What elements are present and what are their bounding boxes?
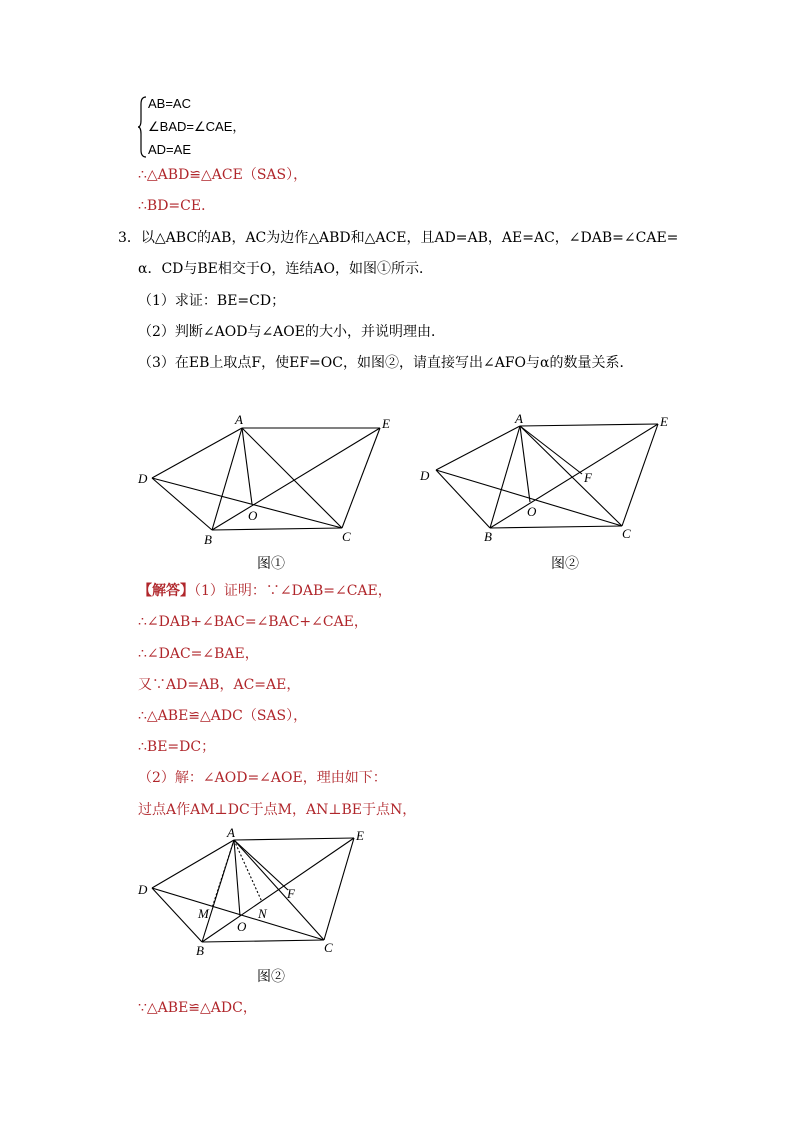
label-o: O <box>248 508 258 523</box>
label-a: A <box>515 411 523 426</box>
label-d: D <box>138 882 148 897</box>
label-f: F <box>287 886 295 901</box>
question-3: （3）在EB上取点F，使EF=OC，如图②，请直接写出∠AFO与α的数量关系． <box>138 355 634 371</box>
bd-equals-ce: ∴BD=CE． <box>138 198 216 214</box>
solution-proof-start: （1）证明：∵∠DAB=∠CAE， <box>194 583 392 599</box>
solution-line-1 <box>138 582 392 600</box>
problem-statement-line-1: 3．以△ABC的AB，AC为边作△ABD和△ACE，且AD=AB，AE=AC，∠DAB=∠CAE= <box>118 230 679 246</box>
figure-2-diagram <box>412 408 682 548</box>
label-e: E <box>356 828 364 843</box>
label-a: A <box>235 412 243 427</box>
figure-2-caption: 图② <box>551 556 579 572</box>
question-2: （2）判断∠AOD与∠AOE的大小，并说明理由． <box>138 324 445 340</box>
solution-line-5: ∴△ABE≌△ADC（SAS）， <box>138 708 308 724</box>
label-n: N <box>258 906 267 921</box>
left-brace-icon <box>138 96 148 158</box>
solution-tag: 【解答】 <box>138 583 194 599</box>
system-line-2: ∠BAD=∠CAE， <box>148 119 246 134</box>
system-line-1: AB=AC <box>148 96 191 111</box>
label-c: C <box>622 526 631 541</box>
solution-line-7: （2）解：∠AOD=∠AOE，理由如下： <box>138 770 387 786</box>
figure-1-caption: 图① <box>257 556 285 572</box>
solution-line-9: ∵△ABE≌△ADC， <box>138 1000 257 1016</box>
figure-1-diagram <box>130 408 400 548</box>
label-m: M <box>198 906 209 921</box>
label-d: D <box>420 468 430 483</box>
figure-3-diagram <box>130 822 380 962</box>
label-b: B <box>196 943 204 958</box>
label-o: O <box>527 504 537 519</box>
solution-line-8: 过点A作AM⊥DC于点M，AN⊥BE于点N， <box>138 802 417 818</box>
label-d: D <box>138 471 148 486</box>
label-c: C <box>324 940 333 955</box>
label-o: O <box>237 919 247 934</box>
system-line-3: AD=AE <box>148 142 191 157</box>
solution-line-3: ∴∠DAC=∠BAE， <box>138 646 259 662</box>
solution-line-6: ∴BE=DC； <box>138 739 216 755</box>
label-c: C <box>342 529 351 544</box>
label-b: B <box>204 532 212 547</box>
congruence-conclusion: ∴△ABD≌△ACE（SAS）， <box>138 167 308 183</box>
problem-statement-line-2: α．CD与BE相交于O，连结AO，如图①所示． <box>138 261 433 277</box>
solution-line-4: 又∵AD=AB，AC=AE， <box>138 677 301 693</box>
label-f: F <box>584 470 592 485</box>
solution-line-2: ∴∠DAB+∠BAC=∠BAC+∠CAE， <box>138 614 368 630</box>
figure-3-caption: 图② <box>257 969 285 985</box>
label-a: A <box>227 825 235 840</box>
label-e: E <box>382 416 390 431</box>
label-e: E <box>660 414 668 429</box>
question-1: （1）求证：BE=CD； <box>138 293 286 309</box>
label-b: B <box>484 529 492 544</box>
equation-system <box>138 96 338 158</box>
